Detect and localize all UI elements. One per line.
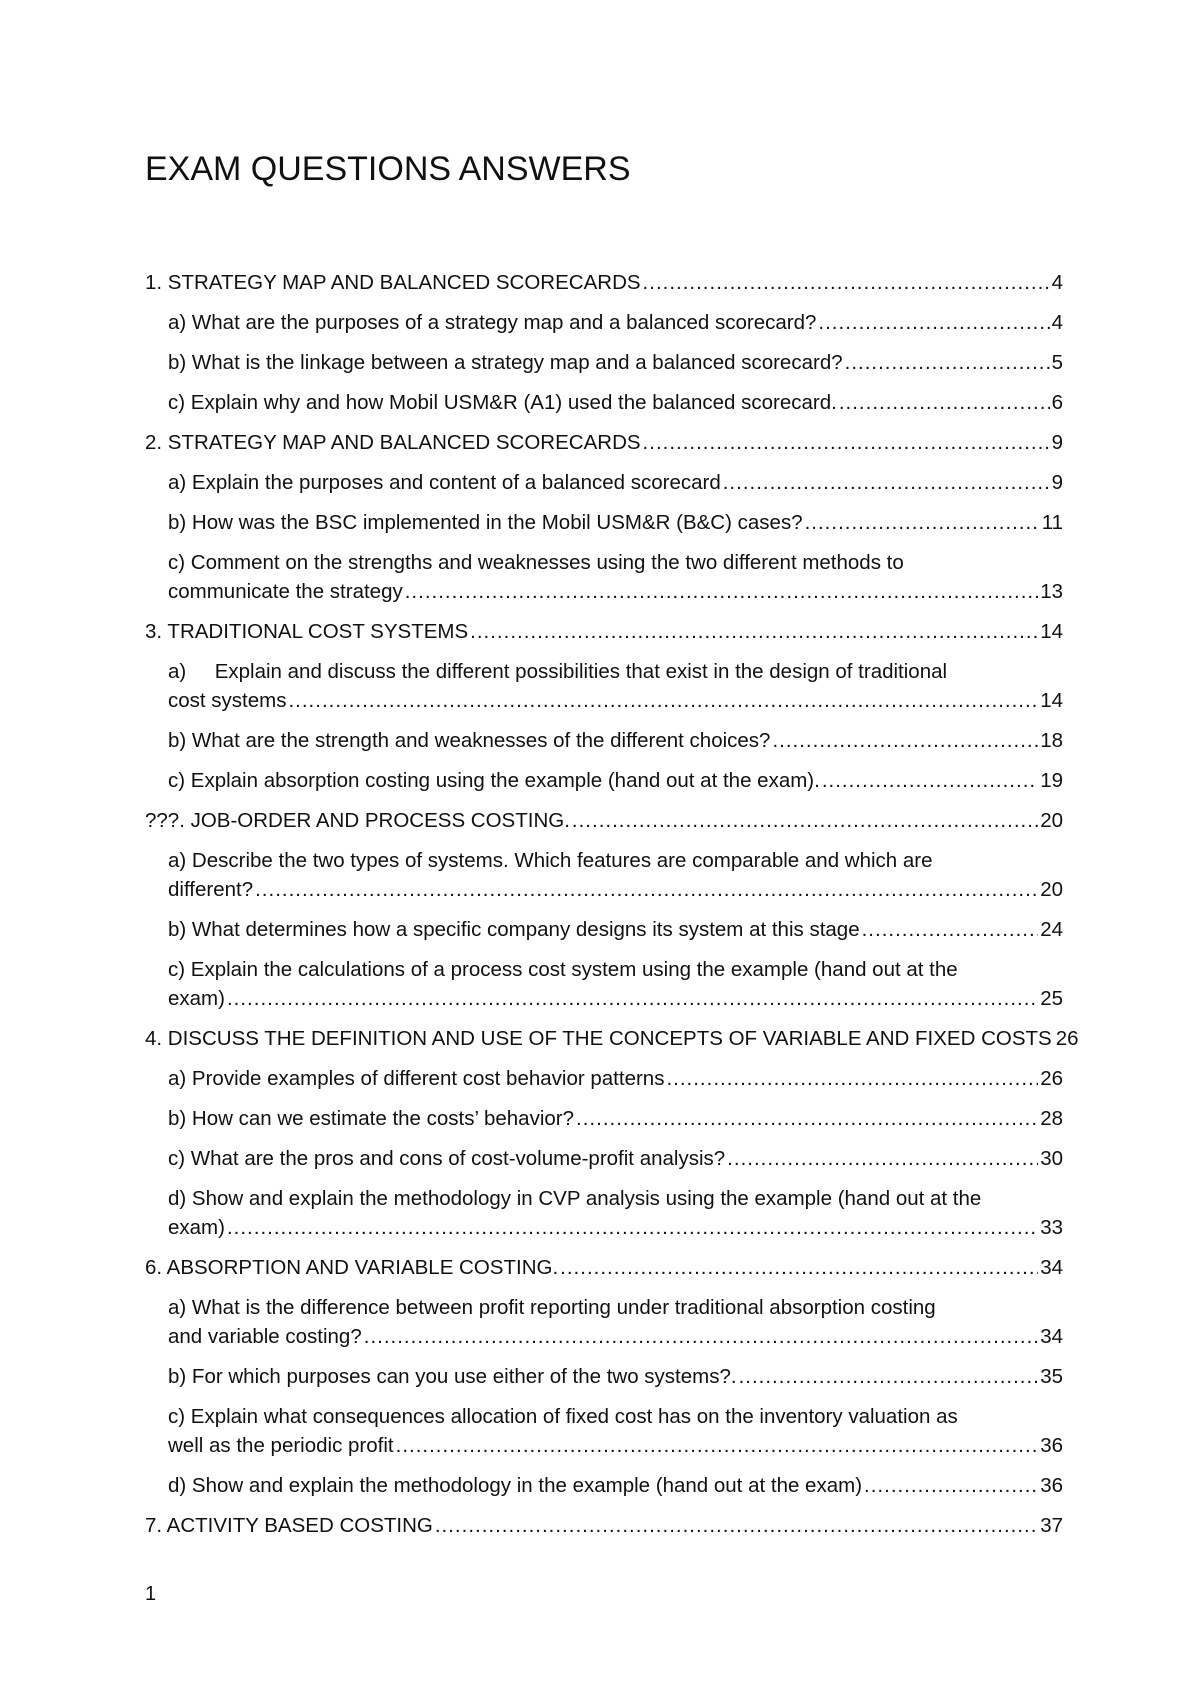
document-title: EXAM QUESTIONS ANSWERS: [145, 150, 631, 188]
toc-subsection-entry[interactable]: [145, 508, 1063, 537]
toc-dot-leader: [839, 388, 1050, 417]
toc-subsection-entry[interactable]: [145, 1104, 1063, 1133]
toc-page-number: 11: [1041, 511, 1063, 534]
toc-page-number: 30: [1040, 1147, 1063, 1170]
toc-page-number: 37: [1040, 1514, 1063, 1537]
toc-section-entry[interactable]: [145, 617, 1063, 646]
toc-entry-text: b) What is the linkage between a strategy map and a balanced scorecard?: [168, 351, 843, 374]
toc-subsection-entry[interactable]: [145, 1144, 1063, 1173]
toc-dot-leader: [560, 1253, 1038, 1282]
toc-entry-text: 4. DISCUSS THE DEFINITION AND USE OF THE CONCEPTS OF VARIABLE AND FIXED COSTS: [145, 1027, 1052, 1050]
toc-dot-leader: [227, 1213, 1038, 1242]
toc-entry-text: communicate the strategy: [168, 580, 403, 603]
toc-page-number: 18: [1040, 729, 1063, 752]
toc-page-number: 9: [1051, 471, 1063, 494]
toc-section-entry[interactable]: [145, 428, 1063, 457]
toc-subsection-entry[interactable]: [145, 955, 1063, 1013]
toc-subsection-entry[interactable]: [145, 308, 1063, 337]
toc-page-number: 19: [1040, 769, 1063, 792]
toc-page-number: 20: [1040, 878, 1063, 901]
toc-page-number: 13: [1040, 580, 1063, 603]
toc-entry-text: 1. STRATEGY MAP AND BALANCED SCORECARDS: [145, 271, 641, 294]
toc-entry-text-line: c) Explain what consequences allocation of fixed cost has on the inventory valuation as: [168, 1405, 958, 1428]
toc-section-entry[interactable]: [145, 1511, 1063, 1540]
toc-dot-leader: [727, 1144, 1038, 1173]
toc-dot-leader: [822, 766, 1038, 795]
toc-page-number: 20: [1040, 809, 1063, 832]
toc-subsection-entry[interactable]: [145, 915, 1063, 944]
toc-entry-text: a) Explain the purposes and content of a balanced scorecard: [168, 471, 721, 494]
toc-dot-leader: [255, 875, 1038, 904]
toc-entry-text: c) Explain why and how Mobil USM&R (A1) used the balanced scorecard.: [168, 391, 837, 414]
toc-entry-text: well as the periodic profit: [168, 1434, 394, 1457]
toc-dot-leader: [470, 617, 1038, 646]
toc-page-number: 14: [1040, 689, 1063, 712]
toc-page-number: 9: [1051, 431, 1063, 454]
toc-entry-text: b) For which purposes can you use either of the two systems?.: [168, 1365, 737, 1388]
toc-entry-text: b) What are the strength and weaknesses of the different choices?: [168, 729, 771, 752]
toc-dot-leader: [845, 348, 1050, 377]
toc-page-number: 26: [1040, 1067, 1063, 1090]
toc-entry-text: exam): [168, 987, 225, 1010]
toc-dot-leader: [666, 1064, 1038, 1093]
toc-entry-text: b) What determines how a specific company designs its system at this stage: [168, 918, 860, 941]
toc-entry-text: ???. JOB-ORDER AND PROCESS COSTING.: [145, 809, 570, 832]
toc-page-number: 4: [1051, 271, 1063, 294]
toc-section-entry[interactable]: [145, 1024, 1079, 1053]
toc-entry-text: 3. TRADITIONAL COST SYSTEMS: [145, 620, 469, 643]
toc-page-number: 33: [1040, 1216, 1063, 1239]
toc-dot-leader: [288, 686, 1038, 715]
toc-entry-text: b) How can we estimate the costs’ behavior?: [168, 1107, 575, 1130]
page-number: 1: [145, 1583, 157, 1605]
toc-subsection-entry[interactable]: [145, 1184, 1063, 1242]
toc-subsection-entry[interactable]: [145, 468, 1063, 497]
toc-page-number: 6: [1051, 391, 1063, 414]
toc-dot-leader: [364, 1322, 1038, 1351]
toc-dot-leader: [772, 726, 1038, 755]
toc-entry-text: a) Provide examples of different cost behavior patterns: [168, 1067, 665, 1090]
toc-entry-text-line: a) Explain and discuss the different possibilities that exist in the design of traditional: [168, 660, 948, 683]
toc-entry-text: different?: [168, 878, 254, 901]
toc-page-number: 14: [1040, 620, 1063, 643]
toc-subsection-entry[interactable]: [145, 726, 1063, 755]
toc-entry-text-line: a) What is the difference between profit reporting under traditional absorption costing: [168, 1296, 936, 1319]
toc-dot-leader: [818, 308, 1049, 337]
toc-dot-leader: [576, 1104, 1038, 1133]
toc-dot-leader: [864, 1471, 1038, 1500]
toc-subsection-entry[interactable]: [145, 657, 1063, 715]
toc-page-number: 34: [1040, 1256, 1063, 1279]
toc-subsection-entry[interactable]: [145, 1293, 1063, 1351]
toc-subsection-entry[interactable]: [145, 1064, 1063, 1093]
toc-entry-text: 6. ABSORPTION AND VARIABLE COSTING.: [145, 1256, 559, 1279]
toc-page-number: 36: [1040, 1434, 1063, 1457]
toc-entry-text-line: a) Describe the two types of systems. Which features are comparable and which are: [168, 849, 933, 872]
toc-page-number: 24: [1040, 918, 1063, 941]
toc-entry-text: a) What are the purposes of a strategy map and a balanced scorecard?: [168, 311, 817, 334]
toc-entry-text: c) What are the pros and cons of cost-volume-profit analysis?: [168, 1147, 726, 1170]
toc-dot-leader: [572, 806, 1038, 835]
toc-dot-leader: [396, 1431, 1039, 1460]
toc-subsection-entry[interactable]: [145, 1402, 1063, 1460]
toc-section-entry[interactable]: [145, 806, 1063, 835]
table-of-contents: [145, 268, 1079, 1551]
toc-entry-text: cost systems: [168, 689, 287, 712]
toc-dot-leader: [723, 468, 1050, 497]
toc-dot-leader: [643, 268, 1050, 297]
toc-section-entry[interactable]: [145, 1253, 1063, 1282]
toc-page-number: 25: [1040, 987, 1063, 1010]
toc-subsection-entry[interactable]: [145, 766, 1063, 795]
toc-entry-text: c) Explain absorption costing using the example (hand out at the exam).: [168, 769, 820, 792]
toc-entry-text-line: c) Comment on the strengths and weaknesses using the two different methods to: [168, 551, 904, 574]
toc-entry-text: b) How was the BSC implemented in the Mobil USM&R (B&C) cases?: [168, 511, 803, 534]
toc-dot-leader: [739, 1362, 1039, 1391]
toc-subsection-entry[interactable]: [145, 846, 1063, 904]
toc-page-number: 4: [1051, 311, 1063, 334]
toc-page-number: 35: [1040, 1365, 1063, 1388]
toc-page-number: 34: [1040, 1325, 1063, 1348]
toc-entry-text: 7. ACTIVITY BASED COSTING: [145, 1514, 433, 1537]
toc-dot-leader: [805, 508, 1040, 537]
toc-entry-text: and variable costing?: [168, 1325, 362, 1348]
toc-page-number: 28: [1040, 1107, 1063, 1130]
toc-subsection-entry[interactable]: [145, 388, 1063, 417]
toc-entry-text: 2. STRATEGY MAP AND BALANCED SCORECARDS: [145, 431, 641, 454]
toc-subsection-entry[interactable]: [145, 548, 1063, 606]
toc-entry-text: exam): [168, 1216, 225, 1239]
toc-entry-text-line: d) Show and explain the methodology in CVP analysis using the example (hand out at the: [168, 1187, 982, 1210]
toc-subsection-entry[interactable]: [145, 1362, 1063, 1391]
toc-entry-text-line: c) Explain the calculations of a process cost system using the example (hand out at the: [168, 958, 958, 981]
toc-section-entry[interactable]: [145, 268, 1063, 297]
toc-page-number: 26: [1055, 1027, 1079, 1050]
toc-dot-leader: [405, 577, 1038, 606]
toc-dot-leader: [435, 1511, 1038, 1540]
toc-subsection-entry[interactable]: [145, 1471, 1063, 1500]
toc-dot-leader: [862, 915, 1039, 944]
toc-dot-leader: [643, 428, 1050, 457]
toc-dot-leader: [227, 984, 1038, 1013]
toc-page-number: 36: [1040, 1474, 1063, 1497]
toc-page-number: 5: [1051, 351, 1063, 374]
toc-subsection-entry[interactable]: [145, 348, 1063, 377]
toc-entry-text: d) Show and explain the methodology in the example (hand out at the exam): [168, 1474, 863, 1497]
